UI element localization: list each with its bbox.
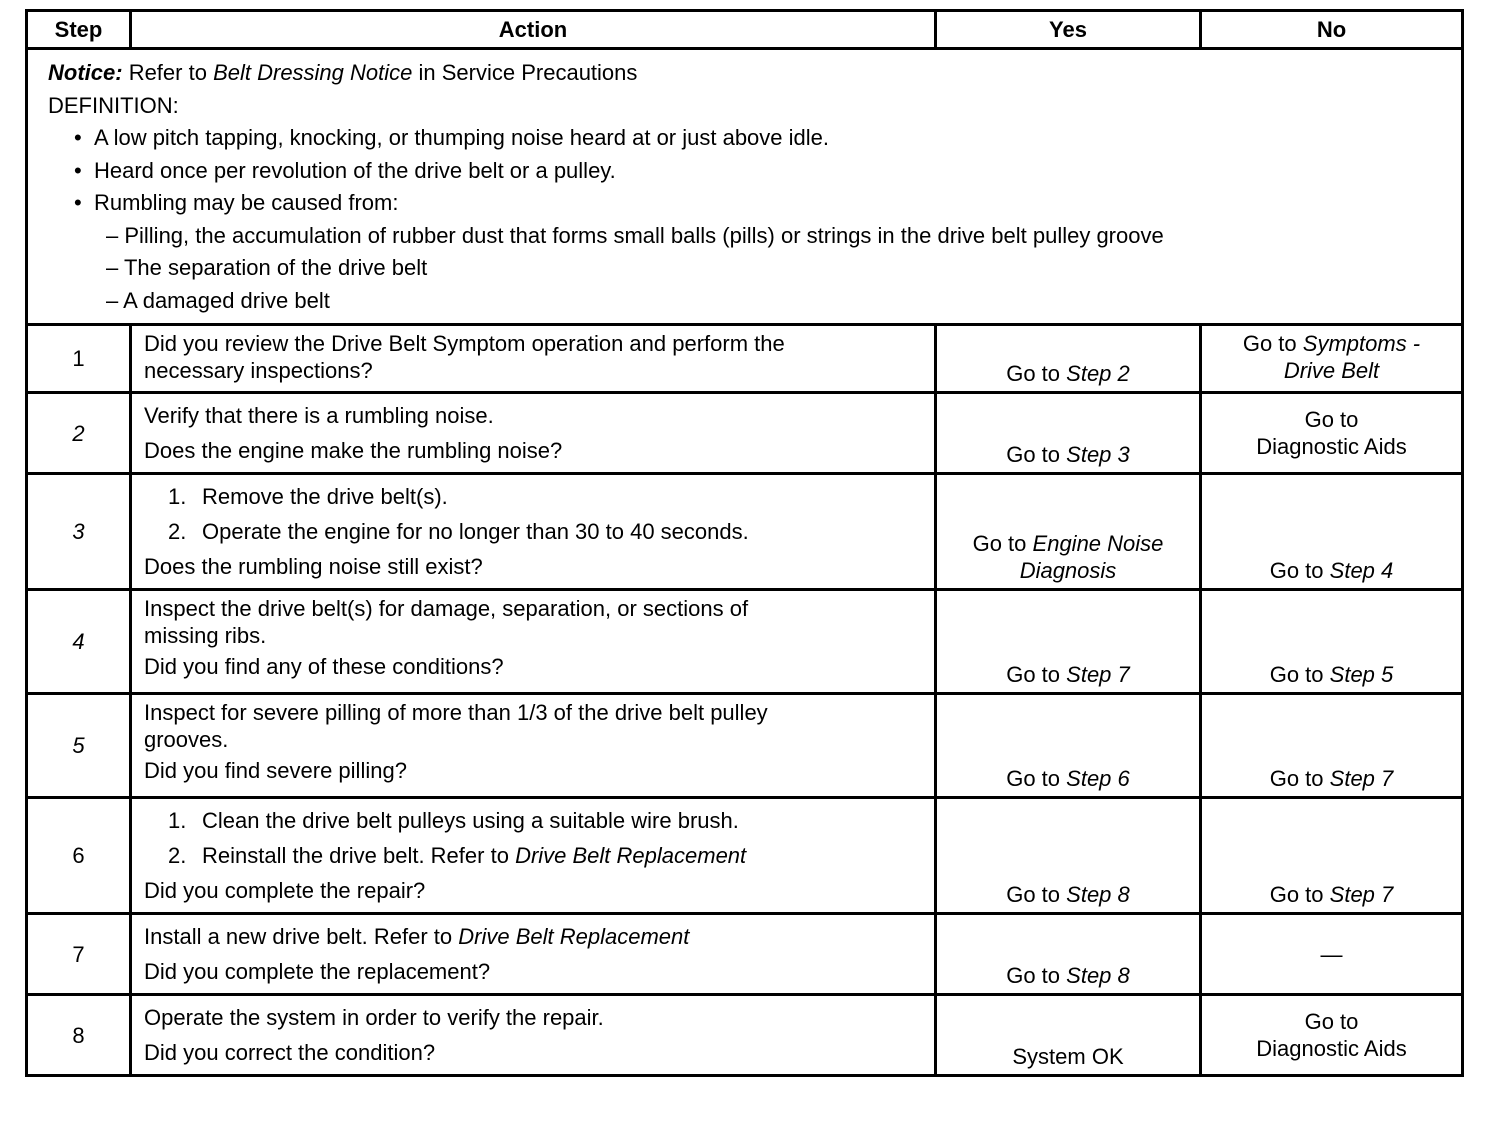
action-cell: Verify that there is a rumbling noise. Does the engine make the rumbling noise?	[131, 393, 936, 474]
notice-label: Notice:	[48, 60, 123, 85]
header-no: No	[1201, 11, 1463, 49]
table-row	[27, 914, 1463, 995]
step-number: 6	[27, 798, 131, 914]
no-cell: Go to Symptoms - Drive Belt	[1201, 325, 1463, 393]
table-row	[27, 393, 1463, 474]
step-number: 2	[27, 393, 131, 474]
notice-row	[27, 49, 1463, 325]
header-step: Step	[27, 11, 131, 49]
table-row	[27, 590, 1463, 694]
definition-heading: DEFINITION:	[48, 93, 179, 118]
step-number: 5	[27, 694, 131, 798]
notice-text1: Refer to	[128, 60, 207, 85]
notice-italic: Belt Dressing Notice	[213, 60, 413, 85]
notice-text2: in Service Precautions	[418, 60, 638, 85]
yes-cell: Go to Step 3	[936, 393, 1201, 474]
step-number: 4	[27, 590, 131, 694]
definition-sub-item: – Pilling, the accumulation of rubber dust that forms small balls (pills) or strings in the drive belt pulley groove	[106, 222, 1164, 248]
no-cell: Go to Step 4	[1201, 474, 1463, 590]
no-cell: Go to Step 7	[1201, 798, 1463, 914]
header-row	[27, 11, 1463, 49]
no-cell: Go to Diagnostic Aids	[1201, 393, 1463, 474]
step-number: 3	[27, 474, 131, 590]
yes-cell: Go to Step 8	[936, 914, 1201, 995]
step-number: 1	[27, 325, 131, 393]
definition-bullet: • Rumbling may be caused from:	[74, 190, 399, 215]
step-number: 7	[27, 914, 131, 995]
notice-cell	[27, 49, 1463, 325]
definition-sub-item: – The separation of the drive belt	[106, 255, 428, 280]
definition-bullet: • Heard once per revolution of the drive belt or a pulley.	[74, 157, 616, 183]
no-cell: Go to Diagnostic Aids	[1201, 995, 1463, 1076]
no-cell: —	[1201, 914, 1463, 995]
definition-sub-item: – A damaged drive belt	[106, 287, 330, 313]
yes-cell: System OK	[936, 995, 1201, 1076]
table-row	[27, 798, 1463, 914]
yes-cell: Go to Step 7	[936, 590, 1201, 694]
diagnostic-table	[25, 9, 1464, 1077]
action-cell: 1. Clean the drive belt pulleys using a suitable wire brush. 2. Reinstall the drive belt. Refer to Drive Belt Replacement Did you complete the repair?	[131, 798, 936, 914]
table-row	[27, 474, 1463, 590]
header-action: Action	[131, 11, 936, 49]
table-row	[27, 325, 1463, 393]
table-row	[27, 995, 1463, 1076]
action-cell: 1. Remove the drive belt(s). 2. Operate the engine for no longer than 30 to 40 seconds. Does the rumbling noise still exist?	[131, 474, 936, 590]
action-cell: Install a new drive belt. Refer to Drive Belt Replacement Did you complete the replacement?	[131, 914, 936, 995]
action-cell: Inspect the drive belt(s) for damage, separation, or sections of missing ribs. Did you find any of these conditions?	[131, 590, 936, 694]
action-cell: Did you review the Drive Belt Symptom operation and perform the necessary inspections?	[131, 325, 936, 393]
yes-cell: Go to Step 6	[936, 694, 1201, 798]
yes-cell: Go to Step 2	[936, 325, 1201, 393]
no-cell: Go to Step 7	[1201, 694, 1463, 798]
action-cell: Operate the system in order to verify the repair. Did you correct the condition?	[131, 995, 936, 1076]
yes-cell: Go to Step 8	[936, 798, 1201, 914]
table-row	[27, 694, 1463, 798]
definition-bullet: • A low pitch tapping, knocking, or thumping noise heard at or just above idle.	[74, 125, 830, 150]
step-number: 8	[27, 995, 131, 1076]
yes-cell: Go to Engine Noise Diagnosis	[936, 474, 1201, 590]
no-cell: Go to Step 5	[1201, 590, 1463, 694]
header-yes: Yes	[936, 11, 1201, 49]
notice-line	[48, 56, 1443, 89]
action-cell: Inspect for severe pilling of more than 1/3 of the drive belt pulley grooves. Did you find severe pilling?	[131, 694, 936, 798]
